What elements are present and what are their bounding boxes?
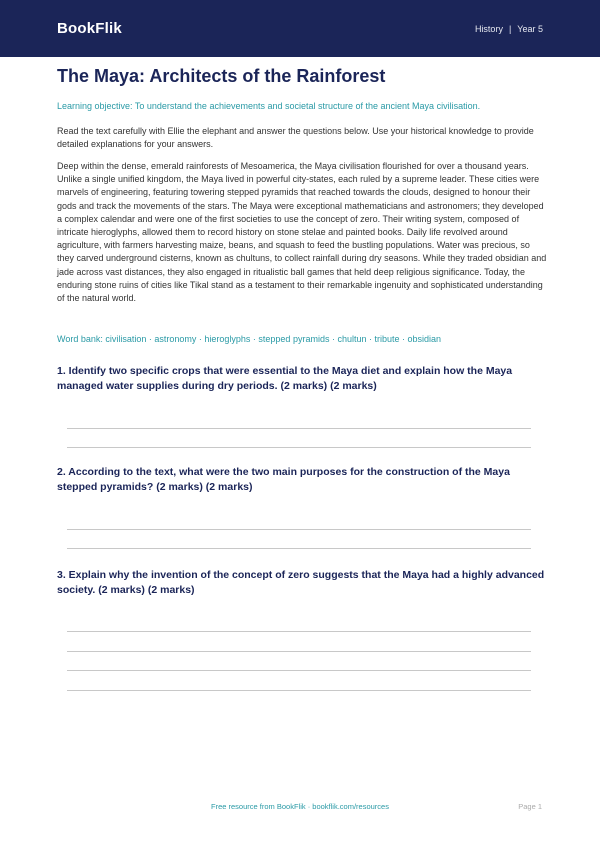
page-header bbox=[0, 0, 600, 57]
instructions: Read the text carefully with Ellie the elephant and answer the questions below. Use your historical knowledge to provide detailed explanations for your answers. bbox=[57, 126, 534, 149]
meta-separator: | bbox=[508, 23, 512, 34]
answer-line[interactable] bbox=[67, 529, 531, 530]
header-meta bbox=[475, 24, 543, 34]
question-2: 2. According to the text, what were the two main purposes for the construction of the Maya stepped pyramids? (2 marks) (2 marks) bbox=[57, 466, 510, 493]
word-bank: Word bank: civilisation · astronomy · hieroglyphs · stepped pyramids · chultun · tribute · obsidian bbox=[57, 334, 442, 344]
answer-line[interactable] bbox=[67, 670, 531, 671]
answer-line[interactable] bbox=[67, 548, 531, 549]
year-label: Year 5 bbox=[517, 23, 543, 34]
question-3: 3. Explain why the invention of the concept of zero suggests that the Maya had a highly advanced society. (2 marks) (2 marks) bbox=[57, 569, 545, 596]
answer-line[interactable] bbox=[67, 631, 531, 632]
answer-line[interactable] bbox=[67, 428, 531, 429]
answer-line[interactable] bbox=[67, 690, 531, 691]
footer-credit[interactable]: Free resource from BookFlik · bookflik.com/resources bbox=[211, 802, 389, 811]
reading-passage: Deep within the dense, emerald rainforests of Mesoamerica, the Maya civilisation flourished for over a thousand years. Unlike a single unified kingdom, the Maya lived in powerful city-states, each ruled by a supreme leader. These cities were marvels of engineering, featuring towering stepped pyramids that reached towards the clouds, designed to honour their gods and track the movements of the stars. The Maya were exceptional mathematicians and astronomers; they developed a complex calendar and were one of the first societies to use the concept of zero. Their writing system, composed of intricate hieroglyphs, allowed them to record history on stone stelae and painted books. Daily life revolved around agriculture, with farmers harvesting maize, beans, and squash to feed the bustling populations. Water was precious, so they carved underground cisterns, known as chultuns, to collect rainfall during dry seasons. While they traded obsidian and jade across vast distances, they also engaged in ritualistic ball games that held deep religious significance. Today, the enduring stone ruins of cities like Tikal stand as a testament to their remarkable ingenuity and sophisticated understanding of the natural world. bbox=[57, 161, 547, 304]
page-title: The Maya: Architects of the Rainforest bbox=[57, 66, 386, 86]
answer-line[interactable] bbox=[67, 651, 531, 652]
learning-objective: Learning objective: To understand the achievements and societal structure of the ancient Maya civilisation. bbox=[57, 101, 481, 111]
brand-logo: BookFlik bbox=[57, 20, 122, 37]
page-number: Page 1 bbox=[518, 802, 542, 811]
page-footer bbox=[0, 802, 600, 814]
question-1: 1. Identify two specific crops that were essential to the Maya diet and explain how the Maya managed water supplies during dry periods. (2 marks) (2 marks) bbox=[57, 365, 513, 392]
answer-line[interactable] bbox=[67, 447, 531, 448]
subject-label: History bbox=[474, 23, 503, 34]
